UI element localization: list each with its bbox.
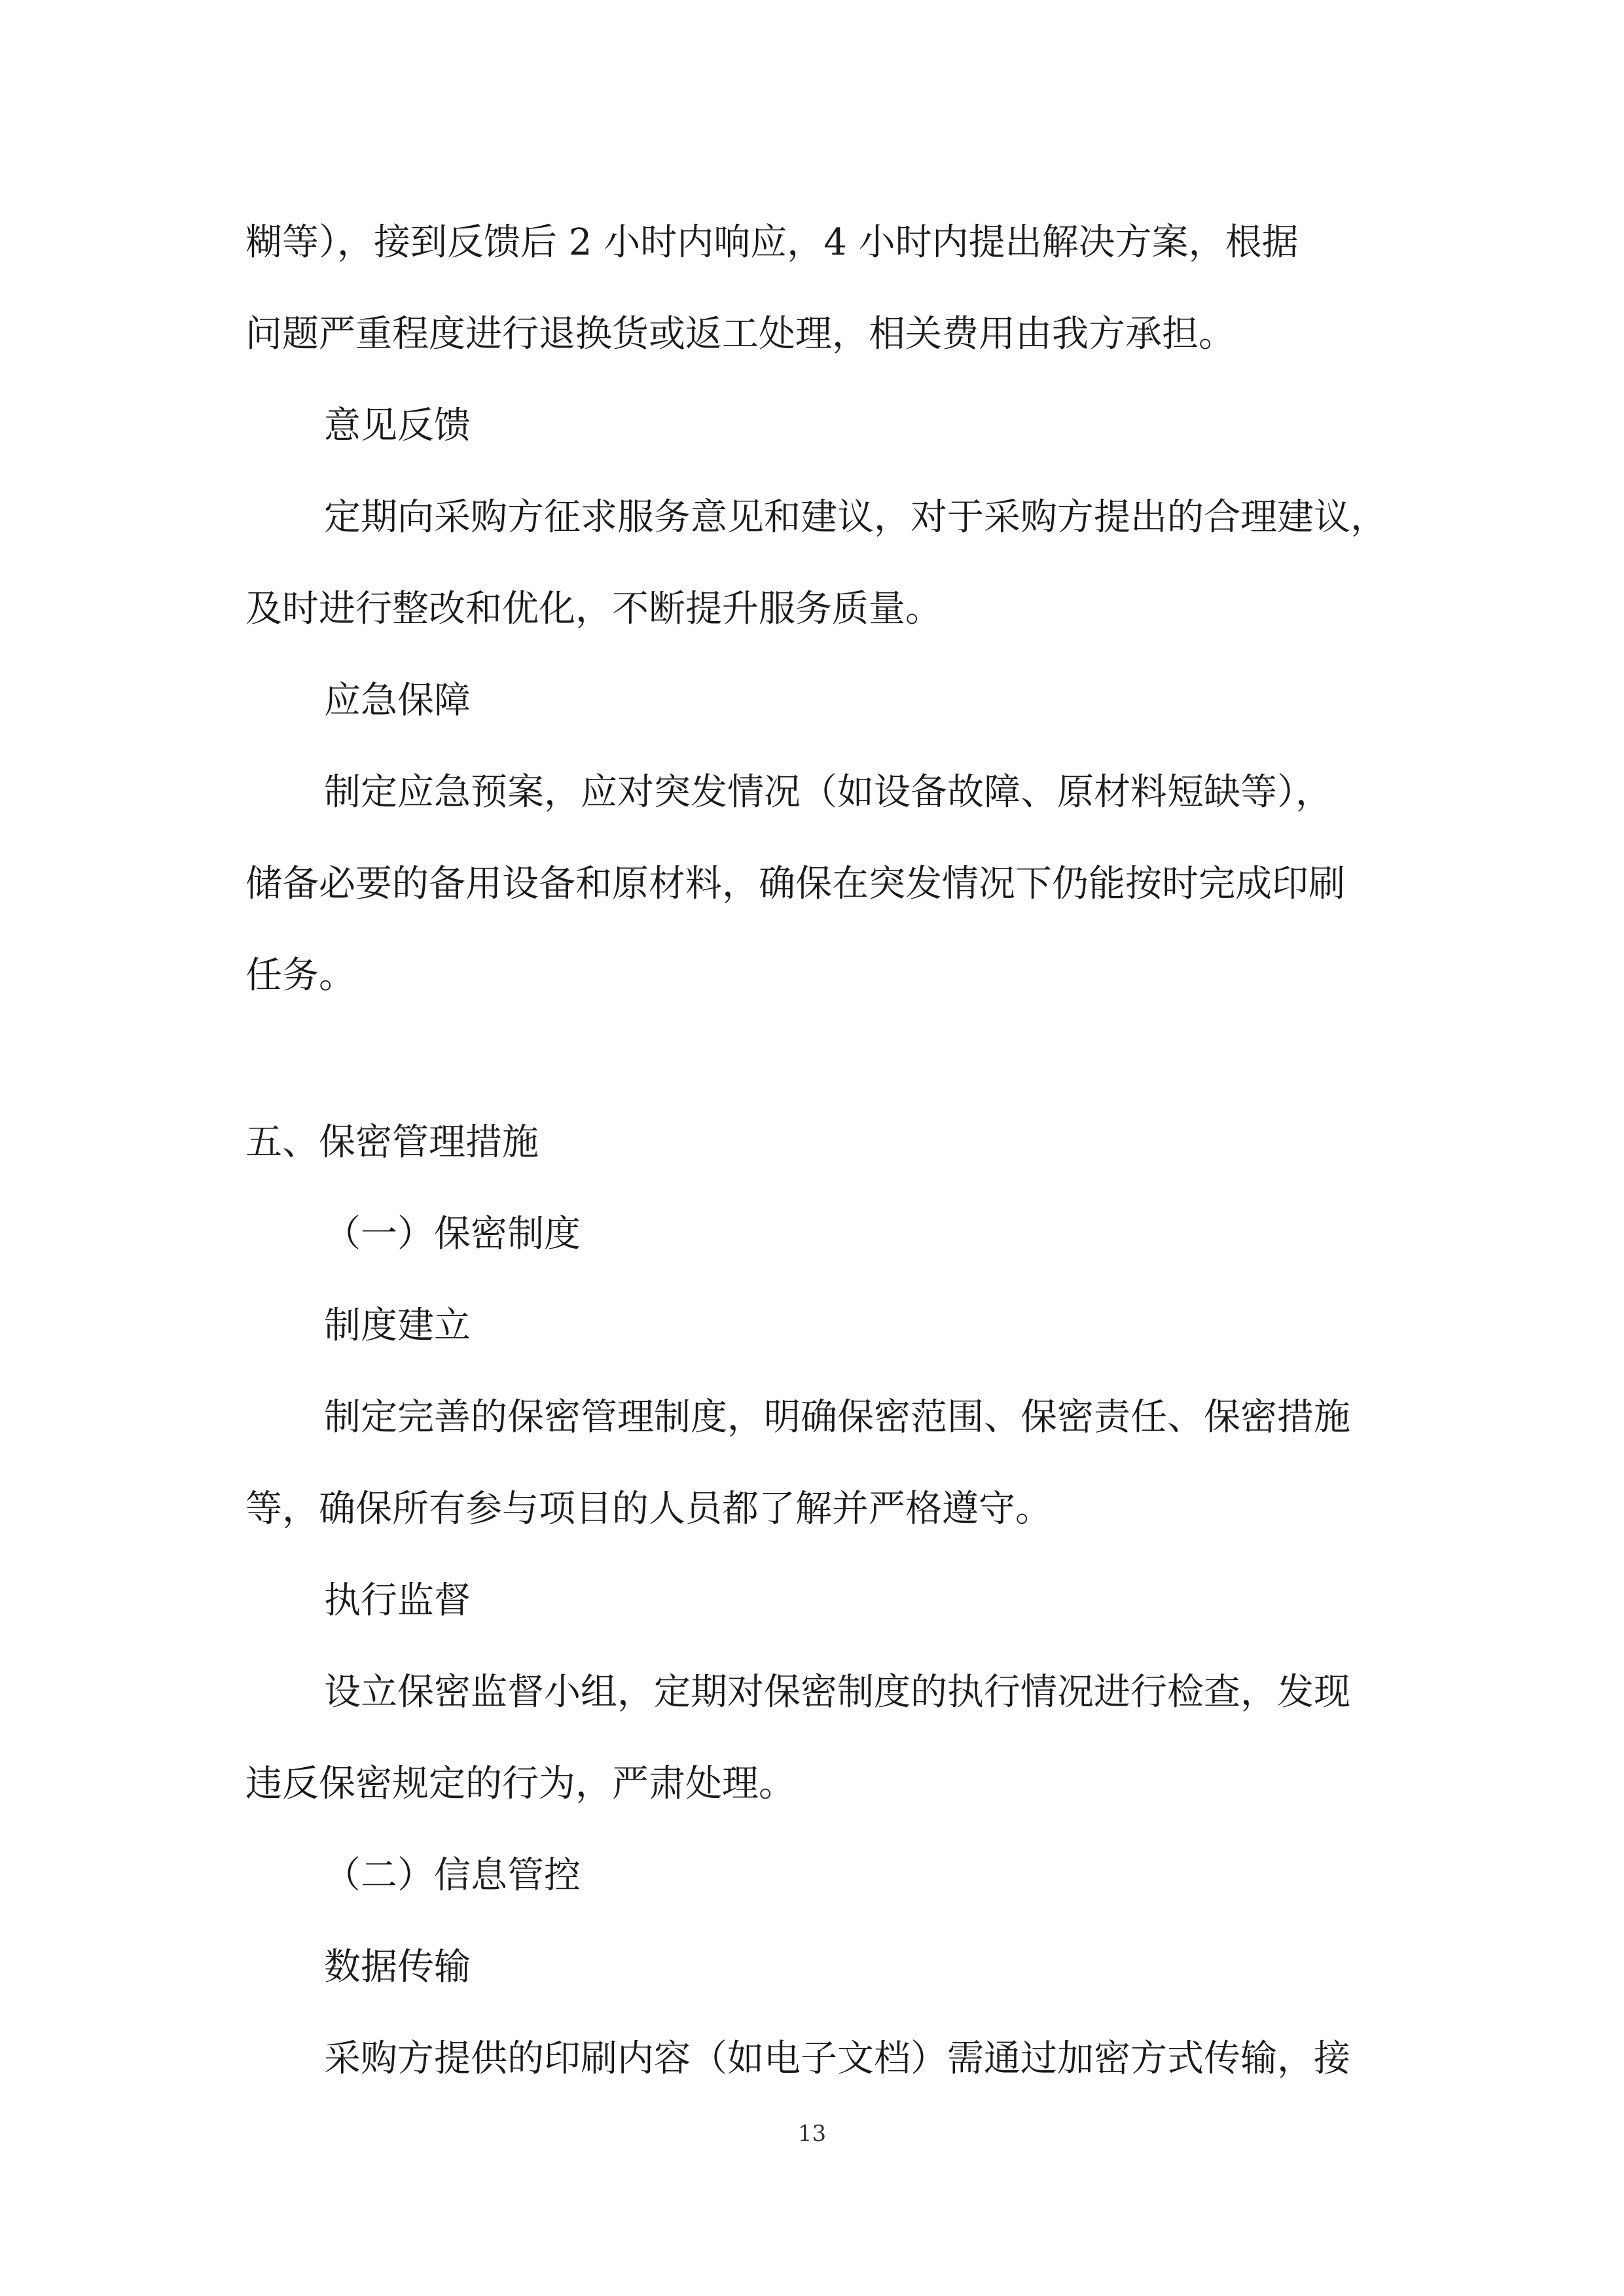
subsection-heading: （二）信息管控 <box>324 1854 581 1897</box>
paragraph-line: 问题严重程度进行退换货或返工处理，相关费用由我方承担。 <box>245 313 1235 355</box>
subsection-heading: （一）保密制度 <box>324 1213 581 1255</box>
paragraph-line: 制定应急预案，应对突发情况（如设备故障、原材料短缺等）， <box>324 771 1332 814</box>
subheading-system-establishment: 制度建立 <box>324 1304 471 1347</box>
paragraph-line: 任务。 <box>245 954 355 997</box>
paragraph-line: 及时进行整改和优化，不断提升服务质量。 <box>245 588 942 630</box>
subheading-supervision: 执行监督 <box>324 1579 471 1622</box>
subheading-emergency: 应急保障 <box>324 679 471 722</box>
paragraph-line: 采购方提供的印刷内容（如电子文档）需通过加密方式传输，接 <box>324 2037 1350 2080</box>
paragraph-line: 糊等），接到反馈后 2 小时内响应，4 小时内提出解决方案，根据 <box>245 221 1299 264</box>
paragraph-line: 储备必要的备用设备和原材料，确保在突发情况下仍能按时完成印刷 <box>245 863 1345 905</box>
page-number: 13 <box>797 2121 827 2147</box>
paragraph-line: 等，确保所有参与项目的人员都了解并严格遵守。 <box>245 1488 1052 1530</box>
paragraph-line: 定期向采购方征求服务意见和建议，对于采购方提出的合理建议， <box>324 496 1387 539</box>
paragraph-line: 违反保密规定的行为，严肃处理。 <box>245 1763 795 1805</box>
paragraph-line: 制定完善的保密管理制度，明确保密范围、保密责任、保密措施 <box>324 1396 1350 1439</box>
subheading-feedback: 意见反馈 <box>324 404 471 447</box>
section-heading: 五、保密管理措施 <box>245 1121 539 1164</box>
paragraph-line: 设立保密监督小组，定期对保密制度的执行情况进行检查，发现 <box>324 1671 1350 1713</box>
subheading-data-transmission: 数据传输 <box>324 1946 471 1988</box>
